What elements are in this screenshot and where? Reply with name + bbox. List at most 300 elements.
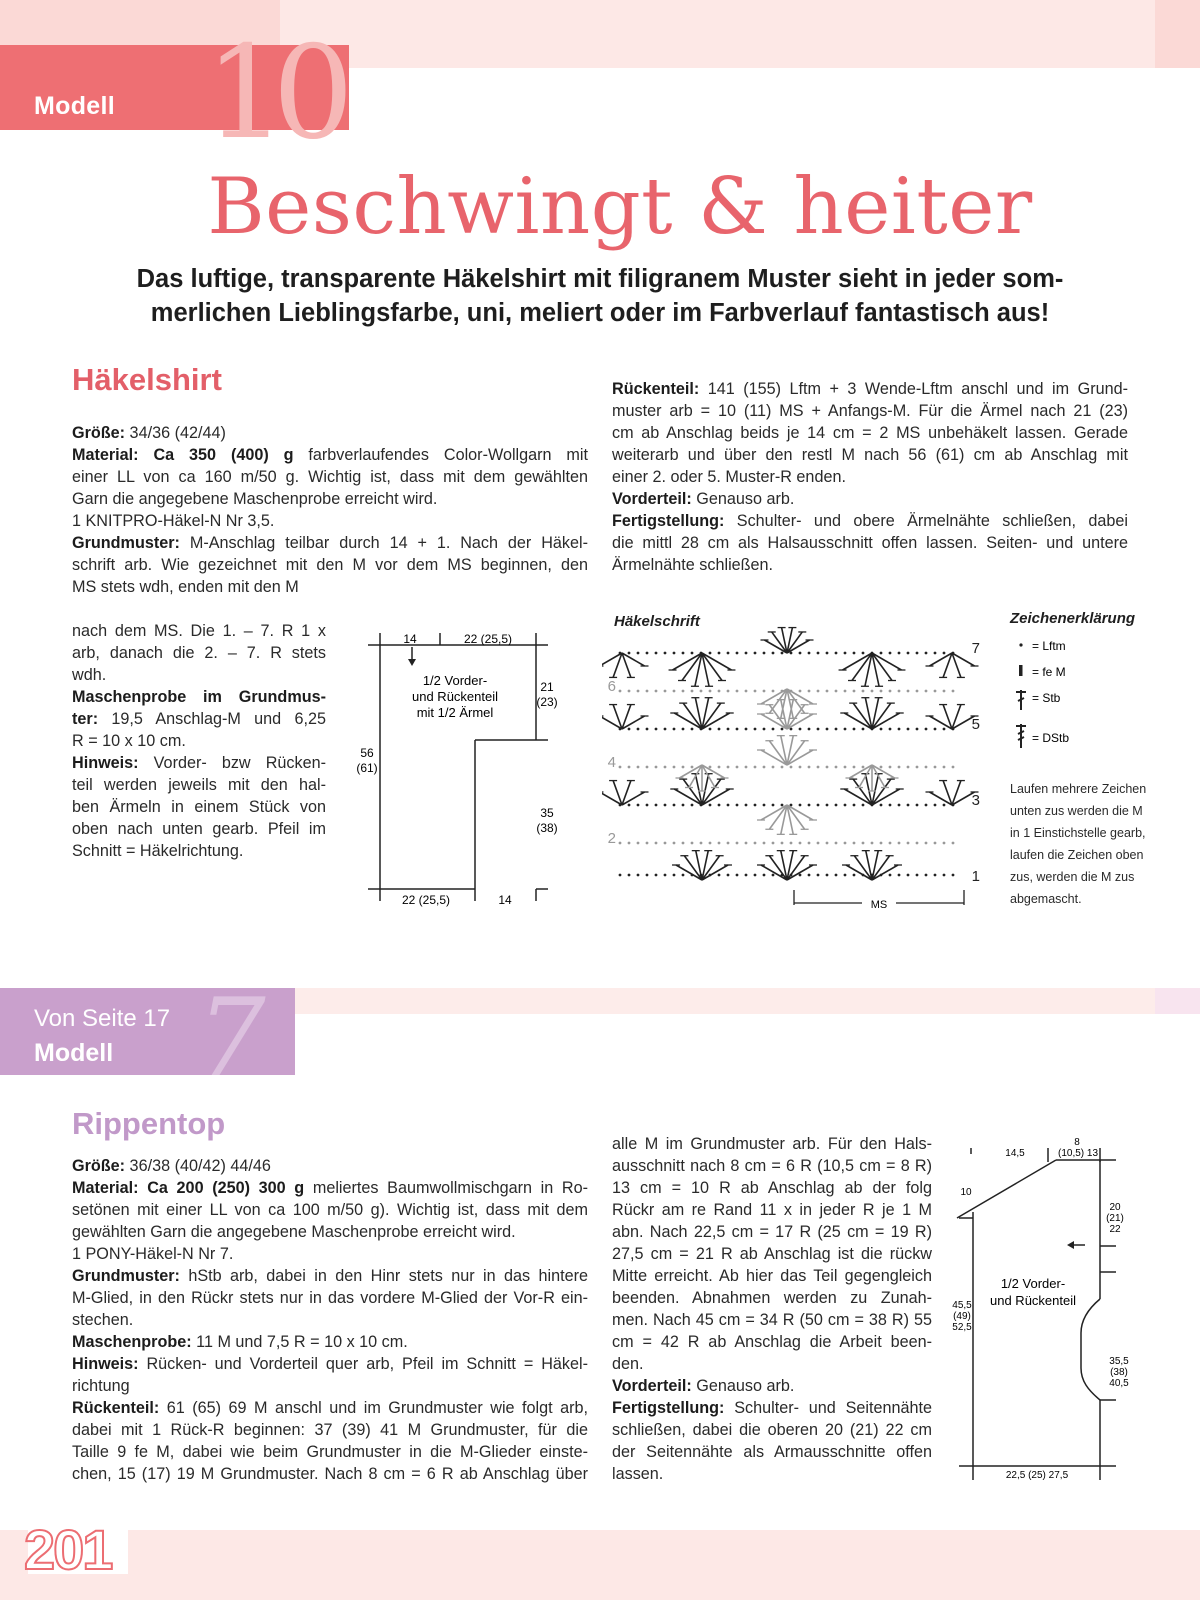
chart-stroke: [718, 690, 721, 693]
material-label: Material: Ca 200 (250) 300 g: [72, 1179, 305, 1197]
chart-stroke: [844, 713, 872, 729]
dimension-label: 22 (25,5): [401, 893, 451, 907]
slip-stitch-icon: [1019, 665, 1023, 676]
back-text: ausschnitt nach 8 cm = 6 R (10,5 cm = 8 R): [612, 1157, 932, 1175]
chart-stroke: [682, 728, 685, 731]
dimension-label: (10,5) 13: [1057, 1148, 1099, 1159]
back-text: dabei mit 1 Rück-R beginnen: 37 (39) 41 M Grundmuster, für die: [72, 1421, 588, 1439]
legend-note-line: unten zus werden die M: [1010, 804, 1143, 818]
chart-stroke: [817, 652, 820, 655]
chart-stroke: [790, 766, 793, 769]
row-number: 3: [971, 792, 980, 809]
chart-stroke: [702, 653, 731, 670]
chart-stroke: [754, 690, 757, 693]
from-page-label: Von Seite 17: [34, 1005, 171, 1032]
chart-stroke: [655, 874, 658, 877]
legend-note-line: laufen die Zeichen oben: [1010, 848, 1144, 862]
chart-stroke: [736, 728, 739, 731]
chart-stroke: [898, 874, 901, 877]
chart-stroke: [763, 690, 766, 693]
dimension-label: (23): [536, 695, 558, 709]
model-label-2: Modell: [34, 1039, 114, 1067]
chart-stroke: [907, 728, 910, 731]
chart-stroke: [628, 874, 631, 877]
chart-stroke: [799, 690, 802, 693]
chart-stroke: [871, 842, 874, 845]
legend-title: Zeichenerklärung: [1010, 610, 1136, 627]
chart-stroke: [787, 640, 810, 653]
back-text: 27,5 cm = 21 R ab Anschlag ist die rückw: [612, 1245, 932, 1263]
chart-stroke: [889, 874, 892, 877]
finishing-text: die mittl 28 cm als Halsausschnitt offen lassen. Seiten- und untere: [612, 534, 1128, 552]
chart-stroke: [754, 842, 757, 845]
chart-stroke: [691, 690, 694, 693]
chart-stroke: [799, 766, 802, 769]
chart-stroke: [844, 652, 847, 655]
gauge-text: 19,5 Anschlag-M und 6,25: [98, 710, 326, 728]
sewing-pattern-diagram-2: [945, 1128, 1145, 1488]
legend-note-line: zus, werden die M zus: [1010, 870, 1135, 884]
chart-stroke: [826, 804, 829, 807]
dimension-label: 35,5: [1109, 1356, 1129, 1367]
chart-stroke: [655, 804, 658, 807]
chart-stroke: [934, 690, 937, 693]
chart-stroke: [674, 789, 702, 805]
chart-stroke: [781, 804, 784, 807]
dimension-label: 14: [403, 632, 417, 646]
chart-stroke: [637, 842, 640, 845]
material-text: einer LL von ca 160 m/50 g. Wichtig ist, dass mit dem gewählten: [72, 468, 588, 486]
chart-stroke: [898, 766, 901, 769]
row-number: 2: [607, 830, 616, 847]
chart-stroke: [916, 652, 919, 655]
chart-stroke: [916, 766, 919, 769]
chart-stroke: [655, 652, 658, 655]
pattern-label: Grundmuster:: [72, 1267, 180, 1285]
chart-stroke: [664, 874, 667, 877]
instructions2-col1: [72, 1155, 588, 1485]
chart-stroke: [691, 728, 694, 731]
chart-stroke: [702, 789, 730, 805]
chart-stroke: [682, 804, 685, 807]
crochet-chart: [602, 605, 992, 935]
chart-stroke: [925, 766, 928, 769]
double-crochet-icon: [1016, 690, 1026, 710]
page-title: Beschwingt & heiter: [207, 162, 1033, 252]
size-value: 34/36 (42/44): [125, 424, 226, 442]
chart-stroke: [673, 652, 676, 655]
chart-stroke: [709, 842, 712, 845]
chart-stroke: [754, 804, 757, 807]
size-label: Größe:: [72, 1157, 126, 1175]
note-text: teil werden jeweils mit den hal-: [72, 776, 326, 794]
instructions-col2: [612, 378, 1128, 576]
chart-stroke: [646, 874, 649, 877]
chart-stroke: [628, 652, 631, 655]
chart-stroke: [764, 640, 787, 653]
chart-stroke: [787, 865, 813, 880]
section2-band-corner: [1155, 988, 1200, 1014]
dimension-label: 22: [1109, 1224, 1121, 1235]
chart-stroke: [772, 766, 775, 769]
back-text: einer 2. oder 5. Muster-R enden.: [612, 468, 846, 486]
chart-stroke: [925, 804, 928, 807]
material-text: gewählten Garn die angegebene Maschenprobe erreicht wird.: [72, 1223, 516, 1241]
chart-stroke: [745, 804, 748, 807]
chart-stroke: [763, 728, 766, 731]
chart-stroke: [889, 804, 892, 807]
diagram-label: und Rückenteil: [990, 1293, 1076, 1308]
note-text: Schnitt = Häkelrichtung.: [72, 842, 244, 860]
note-text: richtung: [72, 1377, 130, 1395]
chart-stroke: [952, 842, 955, 845]
legend-note-line: Laufen mehrere Zeichen: [1010, 782, 1147, 796]
front-label: Vorderteil:: [612, 1377, 692, 1395]
chart-stroke: [727, 766, 730, 769]
back-text: den.: [612, 1355, 644, 1373]
chart-stroke: [761, 714, 787, 729]
instructions2-col2: [612, 1133, 932, 1485]
chart-stroke: [674, 713, 702, 729]
chart-stroke: [736, 804, 739, 807]
chart-stroke: [673, 728, 676, 731]
chart-stroke: [880, 690, 883, 693]
chart-stroke: [664, 690, 667, 693]
sewing-pattern-diagram-1: [350, 625, 580, 915]
chart-stroke: [790, 842, 793, 845]
gauge-label: Maschenprobe:: [72, 1333, 192, 1351]
size-value: 36/38 (40/42) 44/46: [125, 1157, 271, 1175]
chart-stroke: [745, 728, 748, 731]
chart-stroke: [754, 766, 757, 769]
legend-item: = Stb: [1032, 691, 1061, 705]
row-number: 1: [971, 868, 980, 885]
size-label: Größe:: [72, 424, 126, 442]
back-text: Taille 9 fe M, dabei wie beim Grundmuster in die M-Glieder einste-: [72, 1443, 588, 1461]
chart-stroke: [718, 728, 721, 731]
chart-stroke: [826, 766, 829, 769]
chart-stroke: [646, 766, 649, 769]
chart-stroke: [943, 874, 946, 877]
chart-stroke: [727, 728, 730, 731]
chart-stroke: [799, 728, 802, 731]
needle-text: 1 PONY-Häkel-N Nr 7.: [72, 1245, 234, 1263]
front-text: Genauso arb.: [691, 490, 795, 508]
chart-stroke: [628, 728, 631, 731]
chart-stroke: [718, 874, 721, 877]
finishing-text: Schulter- und Seitennähte: [724, 1399, 932, 1417]
chart-stroke: [853, 690, 856, 693]
chart-stroke: [619, 874, 622, 877]
dimension-label: (38): [536, 821, 558, 835]
chart-stroke: [761, 865, 787, 880]
chart-stroke: [916, 842, 919, 845]
chart-stroke: [916, 874, 919, 877]
chart-stroke: [835, 804, 838, 807]
chart-stroke: [889, 766, 892, 769]
chart-stroke: [682, 874, 685, 877]
back-text: weiterarb und über den restl M nach 56 (61) cm ab Anschlag mit: [612, 446, 1128, 464]
model-label: Modell: [34, 92, 115, 120]
chart-stroke: [655, 690, 658, 693]
chart-stroke: [619, 690, 622, 693]
chart-stroke: [889, 690, 892, 693]
chart-stroke: [880, 804, 883, 807]
note-text: Vorder- bzw Rücken-: [138, 754, 326, 772]
chart-stroke: [664, 652, 667, 655]
chart-stroke: [872, 713, 900, 729]
chart-stroke: [826, 874, 829, 877]
material-text: farbverlaufendes Color-Wollgarn mit: [293, 446, 589, 464]
chart-stroke: [709, 804, 712, 807]
chart-stroke: [952, 874, 955, 877]
diagram-label: 1/2 Vorder-: [422, 673, 488, 688]
chart-stroke: [754, 874, 757, 877]
pattern-text: schrift arb. Wie gezeichnet mit den M vor dem MS beginnen, den: [72, 556, 588, 574]
legend-symbols: [1012, 630, 1152, 750]
chart-stroke: [664, 804, 667, 807]
gauge-label: Maschenprobe im Grundmus-: [72, 688, 326, 706]
back-text: beenden. Abnahmen werden zu Zunah-: [612, 1289, 932, 1307]
chart-stroke: [943, 804, 946, 807]
chart-stroke: [916, 728, 919, 731]
chart-stroke: [853, 874, 856, 877]
chart-stroke: [745, 874, 748, 877]
chart-stroke: [709, 728, 712, 731]
note-text: ben Ärmeln in einem Stück von: [72, 798, 326, 816]
chart-stroke: [808, 842, 811, 845]
chain-stitch-icon: [1019, 643, 1022, 646]
chart-stroke: [772, 652, 775, 655]
chart-stroke: [763, 804, 766, 807]
instructions-col1: [72, 422, 588, 598]
chart-stroke: [727, 842, 730, 845]
chart-stroke: [682, 652, 685, 655]
chart-stroke: [702, 713, 730, 729]
chart-stroke: [709, 652, 712, 655]
back-text: abn. Nach 22,5 cm = 17 R (25 cm = 19 R): [612, 1223, 932, 1241]
chart-stroke: [853, 652, 856, 655]
chart-stroke: [736, 690, 739, 693]
chart-stroke: [673, 690, 676, 693]
chart-stroke: [772, 728, 775, 731]
pattern-label: Grundmuster:: [72, 534, 180, 552]
legend: [1010, 610, 1160, 627]
chart-stroke: [907, 690, 910, 693]
chart-stroke: [907, 652, 910, 655]
legend-item: = DStb: [1032, 731, 1070, 745]
dimension-label: 8: [1074, 1137, 1080, 1148]
chart-stroke: [808, 804, 811, 807]
chart-stroke: [646, 652, 649, 655]
subtitle-line: merlichen Lieblingsfarbe, uni, meliert oder im Farbverlauf fantastisch aus!: [150, 299, 1050, 327]
chart-stroke: [761, 805, 787, 820]
chart-stroke: [808, 766, 811, 769]
chart-stroke: [925, 842, 928, 845]
chart-stroke: [835, 690, 838, 693]
diagram-label: 1/2 Vorder-: [1000, 1276, 1066, 1291]
chart-stroke: [619, 842, 622, 845]
back-text: 141 (155) Lftm + 3 Wende-Lftm anschl und im Grund-: [699, 380, 1128, 398]
chart-stroke: [862, 804, 865, 807]
chart-stroke: [736, 842, 739, 845]
chart-stroke: [853, 804, 856, 807]
chart-stroke: [754, 728, 757, 731]
chart-stroke: [628, 766, 631, 769]
dimension-label: 14,5: [1005, 1148, 1025, 1159]
dimension-label: 45,5: [952, 1300, 972, 1311]
chart-stroke: [943, 690, 946, 693]
chart-stroke: [709, 766, 712, 769]
chart-stroke: [736, 652, 739, 655]
chart-stroke: [673, 842, 676, 845]
chart-stroke: [763, 652, 766, 655]
chart-stroke: [898, 728, 901, 731]
chart-stroke: [655, 728, 658, 731]
pattern-text: M-Anschlag teilbar durch 14 + 1. Nach der Häkel-: [179, 534, 588, 552]
back-text: 61 (65) 69 M anschl und im Grundmuster wie folgt arb,: [159, 1399, 588, 1417]
chart-stroke: [763, 874, 766, 877]
chart-stroke: [673, 874, 676, 877]
back-text: muster arb = 10 (11) MS + Anfangs-M. Für die Ärmel nach 21 (23): [612, 402, 1128, 420]
chart-stroke: [799, 842, 802, 845]
legend-note: [1010, 778, 1160, 910]
chart-stroke: [637, 652, 640, 655]
chart-stroke: [898, 804, 901, 807]
chart-stroke: [637, 766, 640, 769]
chart-stroke: [799, 652, 802, 655]
chart-stroke: [862, 842, 865, 845]
instructions-col1-narrow: [72, 620, 326, 862]
chart-stroke: [763, 766, 766, 769]
chart-stroke: [934, 804, 937, 807]
front-text: Genauso arb.: [691, 1377, 795, 1395]
chart-stroke: [943, 842, 946, 845]
chart-stroke: [736, 874, 739, 877]
dimension-label: 10: [960, 1187, 972, 1198]
chart-stroke: [844, 842, 847, 845]
chart-stroke: [907, 874, 910, 877]
finishing-label: Fertigstellung:: [612, 512, 725, 530]
dimension-label: 22,5 (25) 27,5: [1005, 1470, 1069, 1481]
note-label: Hinweis:: [72, 1355, 139, 1373]
chart-stroke: [934, 652, 937, 655]
chart-stroke: [817, 766, 820, 769]
chart-stroke: [898, 652, 901, 655]
chart-stroke: [907, 766, 910, 769]
dimension-label: 40,5: [1109, 1378, 1129, 1389]
legend-item: = Lftm: [1032, 639, 1066, 653]
chart-stroke: [745, 652, 748, 655]
row-number: 5: [971, 716, 980, 733]
chart-stroke: [952, 690, 955, 693]
finishing-label: Fertigstellung:: [612, 1399, 725, 1417]
chart-stroke: [817, 690, 820, 693]
chart-stroke: [925, 652, 928, 655]
chart-stroke: [700, 690, 703, 693]
material-text: meliertes Baumwollmischgarn in Ro-: [304, 1179, 588, 1197]
chart-stroke: [628, 842, 631, 845]
chart-stroke: [676, 865, 702, 880]
chart-stroke: [619, 766, 622, 769]
chart-stroke: [682, 842, 685, 845]
chart-stroke: [655, 842, 658, 845]
chart-stroke: [745, 842, 748, 845]
gauge-text: R = 10 x 10 cm.: [72, 732, 186, 750]
chart-stroke: [853, 766, 856, 769]
chart-stroke: [844, 874, 847, 877]
chart-stroke: [872, 865, 898, 880]
finishing-text: Schulter- und obere Ärmelnähte schließen, dabei: [724, 512, 1128, 530]
gauge-label: ter:: [72, 710, 99, 728]
chart-stroke: [844, 804, 847, 807]
chart-stroke: [846, 865, 872, 880]
note-text: Rücken- und Vorderteil quer arb, Pfeil im Schnitt = Häkel-: [138, 1355, 588, 1373]
chart-stroke: [898, 690, 901, 693]
chart-stroke: [772, 842, 775, 845]
chart-stroke: [772, 804, 775, 807]
chart-stroke: [817, 804, 820, 807]
dimension-label: 35: [540, 806, 554, 820]
chart-stroke: [673, 804, 676, 807]
chart-stroke: [637, 874, 640, 877]
back-text: men. Nach 45 cm = 34 R (50 cm = 38 R) 55: [612, 1311, 932, 1329]
chart-stroke: [799, 874, 802, 877]
chart-stroke: [772, 874, 775, 877]
direction-arrow-icon: [1067, 1241, 1074, 1249]
chart-stroke: [934, 728, 937, 731]
section-heading-rippentop: Rippentop: [72, 1106, 226, 1141]
back-text: chen, 15 (17) 19 M Grundmuster. Nach 8 cm = 6 R ab Anschlag über: [72, 1465, 588, 1483]
chart-stroke: [664, 728, 667, 731]
chart-stroke: [637, 804, 640, 807]
chart-stroke: [736, 766, 739, 769]
needle-text: 1 KNITPRO-Häkel-N Nr 3,5.: [72, 512, 275, 530]
chart-stroke: [628, 690, 631, 693]
chart-stroke: [853, 842, 856, 845]
chart-stroke: [916, 690, 919, 693]
chart-stroke: [880, 766, 883, 769]
chart-stroke: [709, 690, 712, 693]
chart-symbols: [602, 628, 979, 880]
dimension-label: (38): [1110, 1367, 1128, 1378]
chart-stroke: [787, 805, 813, 820]
chart-stroke: [691, 652, 694, 655]
chart-stroke: [889, 652, 892, 655]
finishing-text: Ärmelnähte schließen.: [612, 556, 774, 574]
chart-stroke: [835, 842, 838, 845]
chart-stroke: [754, 652, 757, 655]
chart-stroke: [727, 874, 730, 877]
chart-stroke: [646, 804, 649, 807]
note-label: Hinweis:: [72, 754, 139, 772]
chart-stroke: [787, 750, 813, 765]
chart-stroke: [843, 653, 872, 670]
chart-stroke: [718, 842, 721, 845]
chart-stroke: [808, 652, 811, 655]
subtitle-line: Das luftige, transparente Häkelshirt mit filigranem Muster sieht in jeder som-: [136, 265, 1064, 293]
chart-stroke: [835, 728, 838, 731]
chart-stroke: [952, 766, 955, 769]
dimension-label: 14: [498, 893, 512, 907]
chart-stroke: [817, 728, 820, 731]
chart-stroke: [844, 690, 847, 693]
chart-stroke: [880, 652, 883, 655]
chart-stroke: [673, 766, 676, 769]
chart-stroke: [781, 652, 784, 655]
chart-stroke: [745, 766, 748, 769]
chart-stroke: [637, 728, 640, 731]
